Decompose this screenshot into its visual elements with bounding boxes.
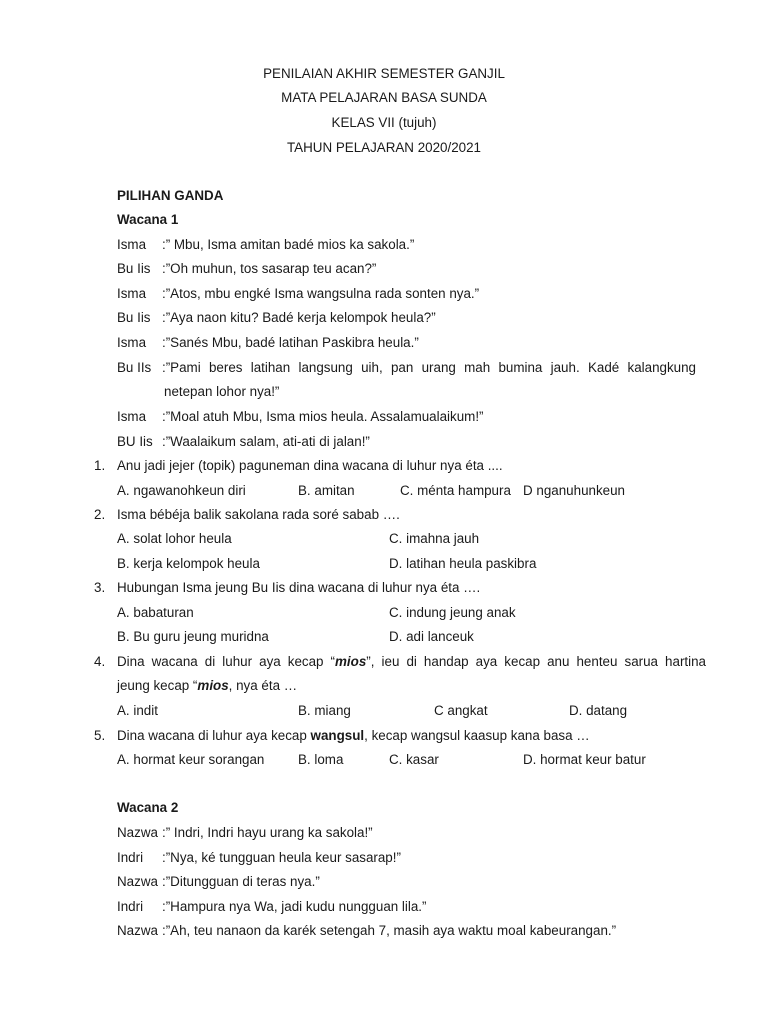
option-b: B. miang bbox=[298, 703, 351, 718]
question-number: 3. bbox=[94, 580, 106, 595]
option-d: D nganuhunkeun bbox=[523, 483, 626, 498]
question-text-part: Dina wacana di luhur aya kecap bbox=[117, 728, 311, 743]
question-number: 1. bbox=[94, 458, 106, 473]
wacana-2-title: Wacana 2 bbox=[117, 800, 179, 815]
question-text bbox=[117, 728, 590, 743]
dialog-line: :”Pami beres latihan langsung uih, pan urang mah bumina jauh. Kadé kalangkung bbox=[162, 360, 696, 375]
dialog-line-continued: netepan lohor nya!” bbox=[164, 384, 280, 399]
dialog-speaker: Isma bbox=[117, 237, 147, 252]
option-c: C. ménta hampura bbox=[400, 483, 511, 498]
subject-title: MATA PELAJARAN BASA SUNDA bbox=[281, 90, 487, 105]
dialog-speaker: Isma bbox=[117, 286, 147, 301]
question-text-part: , nya éta … bbox=[228, 678, 298, 693]
dialog-speaker: Indri bbox=[117, 850, 144, 865]
dialog-speaker: BU Iis bbox=[117, 434, 153, 449]
class-title: KELAS VII (tujuh) bbox=[331, 115, 437, 130]
dialog-speaker: Indri bbox=[117, 899, 144, 914]
question-text: Hubungan Isma jeung Bu Iis dina wacana di luhur nya éta …. bbox=[117, 580, 481, 595]
dialog-line: :” Mbu, Isma amitan badé mios ka sakola.” bbox=[162, 237, 415, 252]
question-number: 2. bbox=[94, 507, 106, 522]
dialog-speaker: Isma bbox=[117, 409, 147, 424]
option-c: C. imahna jauh bbox=[389, 531, 480, 546]
year-title: TAHUN PELAJARAN 2020/2021 bbox=[286, 140, 481, 155]
question-text-part: ”, ieu di handap aya kecap anu henteu sarua hartina bbox=[366, 654, 706, 669]
dialog-line: :”Aya naon kitu? Badé kerja kelompok heula?” bbox=[162, 310, 436, 325]
question-text bbox=[117, 654, 706, 669]
option-b: B. Bu guru jeung muridna bbox=[117, 629, 269, 644]
dialog-speaker: Isma bbox=[117, 335, 147, 350]
question-text: Anu jadi jejer (topik) paguneman dina wacana di luhur nya éta .... bbox=[117, 458, 503, 473]
keyword-mios: mios bbox=[197, 678, 229, 693]
option-c: C. kasar bbox=[389, 752, 439, 767]
keyword-mios: mios bbox=[335, 654, 367, 669]
question-text: Isma bébéja balik sakolana rada soré sabab …. bbox=[117, 507, 400, 522]
question-text-continued bbox=[117, 678, 297, 693]
dialog-line: :”Ah, teu nanaon da karék setengah 7, masih aya waktu moal kabeurangan.” bbox=[162, 923, 617, 938]
option-a: A. hormat keur sorangan bbox=[117, 752, 265, 767]
dialog-speaker: Nazwa bbox=[117, 874, 158, 889]
dialog-line: :”Sanés Mbu, badé latihan Paskibra heula.” bbox=[162, 335, 419, 350]
option-d: D. datang bbox=[569, 703, 628, 718]
option-d: D. adi lanceuk bbox=[389, 629, 474, 644]
dialog-line: :”Atos, mbu engké Isma wangsulna rada sonten nya.” bbox=[162, 286, 480, 301]
question-number: 5. bbox=[94, 728, 106, 743]
dialog-speaker: Nazwa bbox=[117, 923, 158, 938]
section-title: PILIHAN GANDA bbox=[117, 188, 224, 203]
option-b: B. loma bbox=[298, 752, 344, 767]
dialog-line: :”Hampura nya Wa, jadi kudu nungguan lila.” bbox=[162, 899, 427, 914]
question-text-part: Dina wacana di luhur aya kecap “ bbox=[117, 654, 336, 669]
question-text-part: , kecap wangsul kaasup kana basa … bbox=[364, 728, 590, 743]
option-a: A. babaturan bbox=[117, 605, 194, 620]
wacana-1-title: Wacana 1 bbox=[117, 212, 179, 227]
dialog-line: :”Waalaikum salam, ati-ati di jalan!” bbox=[162, 434, 370, 449]
dialog-line: :”Nya, ké tungguan heula keur sasarap!” bbox=[162, 850, 401, 865]
keyword-wangsul: wangsul bbox=[310, 728, 365, 743]
dialog-line: :”Oh muhun, tos sasarap teu acan?” bbox=[162, 261, 377, 276]
option-b: B. amitan bbox=[298, 483, 355, 498]
option-c: C. indung jeung anak bbox=[389, 605, 516, 620]
dialog-speaker: Nazwa bbox=[117, 825, 158, 840]
option-d: D. latihan heula paskibra bbox=[389, 556, 537, 571]
dialog-speaker: Bu Iis bbox=[117, 261, 151, 276]
option-a: A. indit bbox=[117, 703, 158, 718]
exam-title: PENILAIAN AKHIR SEMESTER GANJIL bbox=[263, 66, 505, 81]
dialog-line: :”Moal atuh Mbu, Isma mios heula. Assalamualaikum!” bbox=[162, 409, 484, 424]
dialog-line: :”Ditungguan di teras nya.” bbox=[162, 874, 320, 889]
option-b: B. kerja kelompok heula bbox=[117, 556, 260, 571]
dialog-line: :” Indri, Indri hayu urang ka sakola!” bbox=[162, 825, 373, 840]
option-a: A. ngawanohkeun diri bbox=[117, 483, 246, 498]
question-text-part: jeung kecap “ bbox=[117, 678, 198, 693]
option-d: D. hormat keur batur bbox=[523, 752, 646, 767]
dialog-speaker: Bu IIs bbox=[117, 360, 152, 375]
question-number: 4. bbox=[94, 654, 106, 669]
option-a: A. solat lohor heula bbox=[117, 531, 232, 546]
dialog-speaker: Bu Iis bbox=[117, 310, 151, 325]
option-c: C angkat bbox=[434, 703, 488, 718]
